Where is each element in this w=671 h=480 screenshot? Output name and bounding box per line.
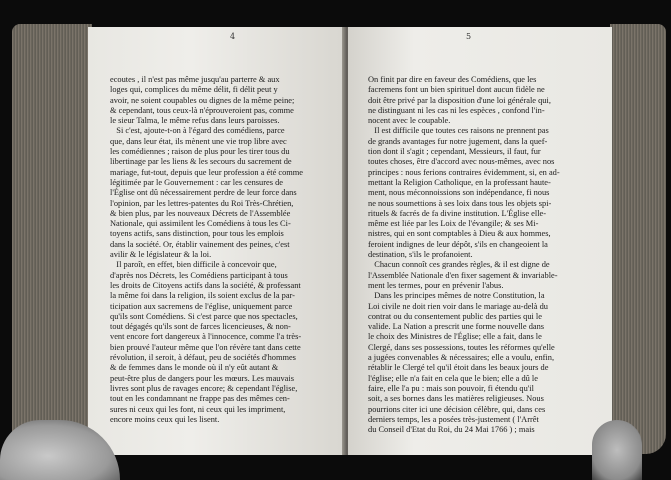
text-line: derniers temps, les a posées très-justement ( l'Arrêt <box>368 414 539 424</box>
text-line: Il est difficile que toutes ces raisons ne prennent pas <box>368 126 549 136</box>
text-line: mettant la Religion Catholique, en la professant haute- <box>368 177 551 187</box>
text-line: soit, a ses bornes dans les matières religieuses. Nous <box>368 394 544 404</box>
text-line: & bien plus, par les nouveaux Décrets de l'Assemblée <box>110 208 291 218</box>
text-line: peut-être plus de dangers pour les mœurs. Les mauvais <box>110 373 294 383</box>
text-line: Clergé, dans ses possessions, toutes les réformes qu'elle <box>368 342 555 352</box>
text-line: doit être privé par la disposition d'une loi générale qui, <box>368 95 551 105</box>
text-line: vent encore fort dangereux à l'innocence, comme l'a très- <box>110 332 302 342</box>
text-line: avilir & le législateur & la loi. <box>110 250 212 260</box>
text-line: même est liée par les Loix de l'évangile; & ses Mi- <box>368 219 539 229</box>
text-line: a jugées convenables & nécessaires; elle a voulu, enfin, <box>368 353 555 363</box>
text-line: loges qui, complices du même délit, fi délit peut y <box>110 85 278 95</box>
book-edge-left <box>12 24 92 454</box>
text-line: toutes choses, être d'accord avec nous-mêmes, avec nos <box>368 157 555 167</box>
text-line: principes : nous ferions contraires évidemment, si, en ad- <box>368 167 560 177</box>
text-line: l'église; elle n'a fait en cela que le bien; elle a dû le <box>368 373 538 383</box>
left-page <box>88 27 346 455</box>
right-page <box>348 27 612 455</box>
text-line: Chacun connoît ces grandes règles, & il est digne de <box>368 260 550 270</box>
text-line: & de femmes dans le monde où il n'y eût autant & <box>110 363 279 373</box>
thumb-right <box>592 420 642 480</box>
text-line: sures ni ceux qui les font, ni ceux qui les impriment, <box>110 404 286 414</box>
text-line: libertinage par les liens & les secours du sacrement de <box>110 157 292 167</box>
text-line: pourrions citer ici une décision célèbre, qui, dans ces <box>368 404 546 414</box>
text-line: de grands avantages fur notre jugement, dans la quef- <box>368 136 548 146</box>
text-line: d'après nos Décrets, les Comédiens participant à tous <box>110 270 288 280</box>
left-page-text <box>110 75 303 425</box>
text-line: faire, elle l'a pu : mais son pouvoir, fi étendu qu'il <box>368 383 534 393</box>
text-line: mariage, fut-tout, depuis que leur profession a été comme <box>110 167 304 177</box>
text-line: ment, nous méconnoissions son indépendance, fi nous <box>368 188 550 198</box>
text-line: rétablir le Clergé tel qu'il étoit dans les beaux jours de <box>368 363 549 373</box>
text-line: qu'ils sont Comédiens. Si c'est parce que nos spectacles, <box>110 311 298 321</box>
text-line: nistres, qui en sont comptables à Dieu & aux hommes, <box>368 229 551 239</box>
text-line: ecoutes , il n'est pas même jusqu'au parterre & aux <box>110 75 280 84</box>
text-line: du Conseil d'Etat du Roi, du 24 Mai 1766 ) ; mais <box>368 425 535 435</box>
text-line: feroient indignes de leur dépôt, s'ils en changeoient la <box>368 239 548 249</box>
text-line: facremens font un bien spirituel dont aucun fidèle ne <box>368 85 545 95</box>
text-line: l'Assemblée Nationale d'en fixer sagement & invariable- <box>368 270 558 280</box>
text-line: Il paroît, en effet, bien difficile à concevoir que, <box>110 260 277 270</box>
text-line: & cependant, tous ceux-là n'éprouveroient pas, comme <box>110 105 294 115</box>
text-line: bien prouvé l'auteur même que l'on révère tant dans cette <box>110 342 301 352</box>
text-line: contrat ou du consentement public des parties qui le <box>368 311 542 321</box>
text-line: Si c'est, ajoute-t-on à l'égard des comédiens, parce <box>110 126 285 136</box>
right-page-number: 5 <box>466 32 472 41</box>
text-line: tout dégagés qu'ils sont de farces licencieuses, & non- <box>110 322 291 332</box>
text-line: Loi civile ne doit rien voir dans le mariage au-delà du <box>368 301 548 311</box>
text-line: valide. La Nation a prescrit une forme nouvelle dans <box>368 322 545 332</box>
text-line: que, dans leur état, ils mènent une vie trop libre avec <box>110 136 287 146</box>
text-line: le sieur Talma, le même refus dans leurs paroisses. <box>110 116 280 126</box>
text-line: révolution, il seroit, à défaut, peu de sociétés d'hommes <box>110 353 296 363</box>
text-line: légitimée par le Gouvernement : car les censures de <box>110 177 284 187</box>
book-edge-right <box>610 24 666 454</box>
text-line: toyens actifs, sans distinction, pour tous les emplois <box>110 229 284 239</box>
text-line: la même foi dans la religion, ils soient exclus de la par- <box>110 291 295 301</box>
text-line: ment les termes, pour en prévenir l'abus. <box>368 280 504 290</box>
text-line: les comédiennes ; raison de plus pour les tirer tous du <box>110 147 290 157</box>
text-line: dans la société. Or, établir vainement des peines, c'est <box>110 239 290 249</box>
text-line: nocent avec le coupable. <box>368 116 451 126</box>
left-page-number: 4 <box>230 32 236 41</box>
text-line: ticipation aux sacremens de l'église, uniquement parce <box>110 301 293 311</box>
text-line: ne nous soumettions à ses loix dans tous les objets spi- <box>368 198 552 208</box>
text-line: encore moins ceux qui les lisent. <box>110 414 220 424</box>
text-line: tion dont il s'agit ; cependant, Messieurs, il faut, fur <box>368 147 541 157</box>
text-line: destination, s'ils le profanoient. <box>368 250 473 260</box>
text-line: On finit par dire en faveur des Comédiens, que les <box>368 75 537 84</box>
text-line: avoir, ne soient coupables ou dignes de la même peine; <box>110 95 295 105</box>
text-line: rituels & facrés de fa divine institution. L'Église elle- <box>368 208 547 218</box>
text-line: tout en les condamnant ne frappe pas des mêmes cen- <box>110 394 290 404</box>
text-line: Nationale, qui assimilent les Comédiens à tous les Ci- <box>110 219 291 229</box>
text-line: l'Église ont dû nécessairement perdre de leur force dans <box>110 188 297 198</box>
text-line: Dans les principes mêmes de notre Constitution, la <box>368 291 545 301</box>
text-line: l'opinion, par les lettres-patentes du Roi Très-Chrétien, <box>110 198 294 208</box>
text-line: le choix des Ministres de l'Église; elle a fait, dans le <box>368 332 542 342</box>
text-line: les droits de Citoyens actifs dans la société, & professant <box>110 280 301 290</box>
right-page-text <box>368 75 560 435</box>
text-line: ne distinguant ni les cas ni les espèces , confond l'in- <box>368 105 545 115</box>
text-line: livres sont plus de ravages encore; & cependant l'église, <box>110 383 298 393</box>
